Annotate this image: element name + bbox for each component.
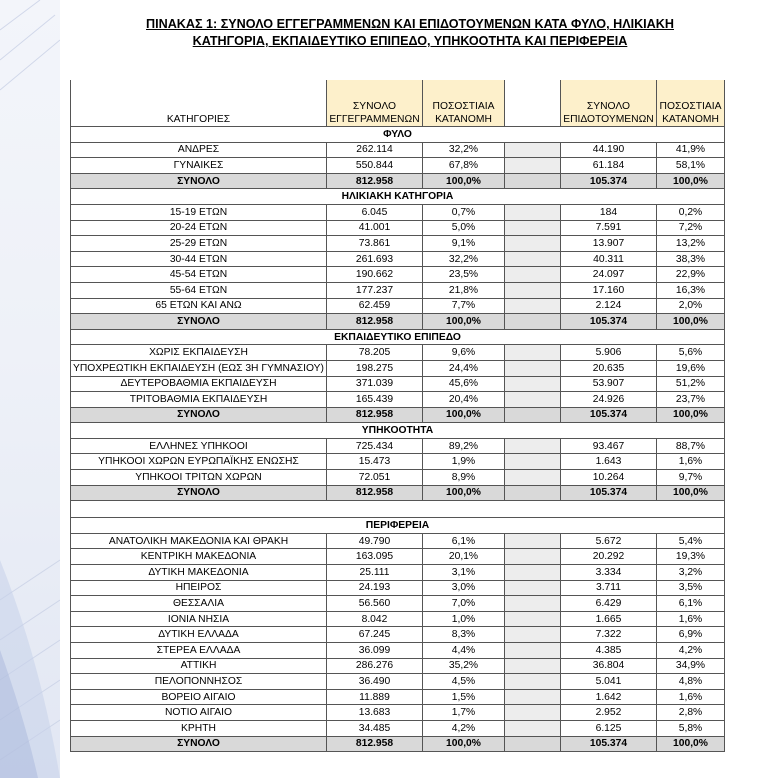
registered-share-cell: 100,0% bbox=[422, 736, 504, 752]
subsidized-count-cell: 44.190 bbox=[560, 142, 656, 158]
subsidized-count-cell: 105.374 bbox=[560, 407, 656, 423]
table-row bbox=[71, 689, 725, 705]
subsidized-share-cell: 2,0% bbox=[656, 298, 724, 314]
subsidized-count-cell: 13.907 bbox=[560, 236, 656, 252]
header-gap bbox=[504, 80, 560, 127]
registered-share-cell: 1,5% bbox=[422, 689, 504, 705]
registered-share-cell: 8,9% bbox=[422, 470, 504, 486]
subsidized-share-cell: 1,6% bbox=[656, 611, 724, 627]
registered-count-cell: 8.042 bbox=[326, 611, 422, 627]
subsidized-count-cell: 24.926 bbox=[560, 392, 656, 408]
category-cell: 15-19 ΕΤΩΝ bbox=[71, 204, 327, 220]
registered-share-cell: 89,2% bbox=[422, 438, 504, 454]
category-cell: ΑΝΑΤΟΛΙΚΗ ΜΑΚΕΔΟΝΙΑ ΚΑΙ ΘΡΑΚΗ bbox=[71, 533, 327, 549]
gap-cell bbox=[504, 173, 560, 189]
gap-cell bbox=[504, 438, 560, 454]
subsidized-share-cell: 100,0% bbox=[656, 736, 724, 752]
subsidized-share-cell: 100,0% bbox=[656, 407, 724, 423]
subsidized-share-cell: 6,1% bbox=[656, 596, 724, 612]
registered-share-cell: 9,1% bbox=[422, 236, 504, 252]
subsidized-share-cell: 100,0% bbox=[656, 314, 724, 330]
table-row bbox=[71, 627, 725, 643]
subsidized-count-cell: 105.374 bbox=[560, 736, 656, 752]
gap-cell bbox=[504, 376, 560, 392]
table-row bbox=[71, 596, 725, 612]
section-title: ΠΕΡΙΦΕΡΕΙΑ bbox=[71, 518, 725, 534]
registered-count-cell: 24.193 bbox=[326, 580, 422, 596]
gap-cell bbox=[504, 251, 560, 267]
table-row bbox=[71, 549, 725, 565]
table-row bbox=[71, 267, 725, 283]
subsidized-count-cell: 1.665 bbox=[560, 611, 656, 627]
header-total-registered: ΣΥΝΟΛΟ ΕΓΓΕΓΡΑΜΜΕΝΩΝ bbox=[326, 80, 422, 127]
gap-cell bbox=[504, 485, 560, 501]
registered-count-cell: 34.485 bbox=[326, 720, 422, 736]
registered-count-cell: 261.693 bbox=[326, 251, 422, 267]
subsidized-count-cell: 93.467 bbox=[560, 438, 656, 454]
category-cell: ΙΟΝΙΑ ΝΗΣΙΑ bbox=[71, 611, 327, 627]
gap-cell bbox=[504, 282, 560, 298]
table-row bbox=[71, 392, 725, 408]
subsidized-share-cell: 22,9% bbox=[656, 267, 724, 283]
category-cell: ΣΥΝΟΛΟ bbox=[71, 736, 327, 752]
registered-count-cell: 812.958 bbox=[326, 485, 422, 501]
registered-share-cell: 100,0% bbox=[422, 485, 504, 501]
category-cell: ΚΕΝΤΡΙΚΗ ΜΑΚΕΔΟΝΙΑ bbox=[71, 549, 327, 565]
category-cell: ΔΕΥΤΕΡΟΒΑΘΜΙΑ ΕΚΠΑΙΔΕΥΣΗ bbox=[71, 376, 327, 392]
table-row bbox=[71, 142, 725, 158]
page-decoration bbox=[0, 0, 60, 778]
category-cell: ΧΩΡΙΣ ΕΚΠΑΙΔΕΥΣΗ bbox=[71, 345, 327, 361]
table-row bbox=[71, 580, 725, 596]
registered-count-cell: 6.045 bbox=[326, 204, 422, 220]
subsidized-count-cell: 10.264 bbox=[560, 470, 656, 486]
registered-share-cell: 1,9% bbox=[422, 454, 504, 470]
registered-share-cell: 8,3% bbox=[422, 627, 504, 643]
header-categories: ΚΑΤΗΓΟΡΙΕΣ bbox=[71, 80, 327, 127]
subsidized-share-cell: 100,0% bbox=[656, 485, 724, 501]
table-row bbox=[71, 282, 725, 298]
registered-share-cell: 23,5% bbox=[422, 267, 504, 283]
section-title: ΕΚΠΑΙΔΕΥΤΙΚΟ ΕΠΙΠΕΔΟ bbox=[71, 329, 725, 345]
registered-count-cell: 67.245 bbox=[326, 627, 422, 643]
subsidized-share-cell: 3,2% bbox=[656, 565, 724, 581]
spacer-cell bbox=[71, 501, 725, 518]
title-line-2: ΚΑΤΗΓΟΡΙΑ, ΕΚΠΑΙΔΕΥΤΙΚΟ ΕΠΙΠΕΔΟ, ΥΠΗΚΟΟΤΗΤΑ ΚΑΙ ΠΕΡΙΦΕΡΕΙΑ bbox=[192, 34, 628, 48]
gap-cell bbox=[504, 360, 560, 376]
subsidized-share-cell: 5,8% bbox=[656, 720, 724, 736]
table-row bbox=[71, 298, 725, 314]
gap-cell bbox=[504, 345, 560, 361]
total-row bbox=[71, 485, 725, 501]
category-cell: ΠΕΛΟΠΟΝΝΗΣΟΣ bbox=[71, 674, 327, 690]
registered-share-cell: 45,6% bbox=[422, 376, 504, 392]
header-share-subsidized: ΠΟΣΟΣΤΙΑΙΑ ΚΑΤΑΝΟΜΗ bbox=[656, 80, 724, 127]
category-cell: ΥΠΗΚΟΟΙ ΤΡΙΤΩΝ ΧΩΡΩΝ bbox=[71, 470, 327, 486]
subsidized-share-cell: 88,7% bbox=[656, 438, 724, 454]
category-cell: ΒΟΡΕΙΟ ΑΙΓΑΙΟ bbox=[71, 689, 327, 705]
registered-share-cell: 1,0% bbox=[422, 611, 504, 627]
table-row bbox=[71, 345, 725, 361]
registered-count-cell: 725.434 bbox=[326, 438, 422, 454]
registered-count-cell: 49.790 bbox=[326, 533, 422, 549]
category-cell: ΔΥΤΙΚΗ ΕΛΛΑΔΑ bbox=[71, 627, 327, 643]
category-cell: 55-64 ΕΤΩΝ bbox=[71, 282, 327, 298]
registered-count-cell: 163.095 bbox=[326, 549, 422, 565]
table-row bbox=[71, 611, 725, 627]
subsidized-count-cell: 3.711 bbox=[560, 580, 656, 596]
registered-count-cell: 286.276 bbox=[326, 658, 422, 674]
registered-count-cell: 41.001 bbox=[326, 220, 422, 236]
subsidized-share-cell: 51,2% bbox=[656, 376, 724, 392]
gap-cell bbox=[504, 314, 560, 330]
registered-count-cell: 78.205 bbox=[326, 345, 422, 361]
registered-share-cell: 67,8% bbox=[422, 158, 504, 174]
subsidized-share-cell: 38,3% bbox=[656, 251, 724, 267]
registered-count-cell: 72.051 bbox=[326, 470, 422, 486]
subsidized-count-cell: 20.635 bbox=[560, 360, 656, 376]
section-header-row bbox=[71, 189, 725, 205]
section-title: ΥΠΗΚΟΟΤΗΤΑ bbox=[71, 423, 725, 439]
section-title: ΗΛΙΚΙΑΚΗ ΚΑΤΗΓΟΡΙΑ bbox=[71, 189, 725, 205]
category-cell: ΣΥΝΟΛΟ bbox=[71, 173, 327, 189]
total-row bbox=[71, 407, 725, 423]
subsidized-count-cell: 40.311 bbox=[560, 251, 656, 267]
registered-share-cell: 20,4% bbox=[422, 392, 504, 408]
section-header-row bbox=[71, 127, 725, 143]
registered-share-cell: 7,0% bbox=[422, 596, 504, 612]
registered-share-cell: 20,1% bbox=[422, 549, 504, 565]
registered-share-cell: 100,0% bbox=[422, 407, 504, 423]
registered-count-cell: 25.111 bbox=[326, 565, 422, 581]
registered-share-cell: 32,2% bbox=[422, 142, 504, 158]
subsidized-count-cell: 5.906 bbox=[560, 345, 656, 361]
registered-share-cell: 35,2% bbox=[422, 658, 504, 674]
subsidized-count-cell: 6.429 bbox=[560, 596, 656, 612]
gap-cell bbox=[504, 658, 560, 674]
registered-share-cell: 0,7% bbox=[422, 204, 504, 220]
section-header-row bbox=[71, 329, 725, 345]
subsidized-count-cell: 1.642 bbox=[560, 689, 656, 705]
category-cell: 25-29 ΕΤΩΝ bbox=[71, 236, 327, 252]
category-cell: ΔΥΤΙΚΗ ΜΑΚΕΔΟΝΙΑ bbox=[71, 565, 327, 581]
category-cell: ΣΥΝΟΛΟ bbox=[71, 485, 327, 501]
gap-cell bbox=[504, 236, 560, 252]
subsidized-share-cell: 6,9% bbox=[656, 627, 724, 643]
category-cell: 30-44 ΕΤΩΝ bbox=[71, 251, 327, 267]
registered-share-cell: 4,2% bbox=[422, 720, 504, 736]
table-title bbox=[60, 16, 760, 50]
registered-count-cell: 371.039 bbox=[326, 376, 422, 392]
gap-cell bbox=[504, 549, 560, 565]
registered-count-cell: 73.861 bbox=[326, 236, 422, 252]
subsidized-count-cell: 20.292 bbox=[560, 549, 656, 565]
registered-count-cell: 62.459 bbox=[326, 298, 422, 314]
registered-count-cell: 11.889 bbox=[326, 689, 422, 705]
registered-share-cell: 4,4% bbox=[422, 643, 504, 659]
category-cell: ΚΡΗΤΗ bbox=[71, 720, 327, 736]
subsidized-share-cell: 5,6% bbox=[656, 345, 724, 361]
table-row bbox=[71, 438, 725, 454]
registered-count-cell: 262.114 bbox=[326, 142, 422, 158]
subsidized-count-cell: 5.672 bbox=[560, 533, 656, 549]
subsidized-share-cell: 3,5% bbox=[656, 580, 724, 596]
table-row bbox=[71, 454, 725, 470]
table-row bbox=[71, 533, 725, 549]
spacer-row bbox=[71, 501, 725, 518]
data-table bbox=[70, 80, 725, 752]
gap-cell bbox=[504, 298, 560, 314]
subsidized-share-cell: 4,8% bbox=[656, 674, 724, 690]
section-title: ΦΥΛΟ bbox=[71, 127, 725, 143]
registered-share-cell: 100,0% bbox=[422, 173, 504, 189]
total-row bbox=[71, 314, 725, 330]
gap-cell bbox=[504, 720, 560, 736]
registered-share-cell: 1,7% bbox=[422, 705, 504, 721]
subsidized-share-cell: 7,2% bbox=[656, 220, 724, 236]
registered-count-cell: 812.958 bbox=[326, 407, 422, 423]
table-row bbox=[71, 251, 725, 267]
table-row bbox=[71, 658, 725, 674]
subsidized-share-cell: 13,2% bbox=[656, 236, 724, 252]
gap-cell bbox=[504, 407, 560, 423]
category-cell: 20-24 ΕΤΩΝ bbox=[71, 220, 327, 236]
gap-cell bbox=[504, 533, 560, 549]
registered-count-cell: 550.844 bbox=[326, 158, 422, 174]
table-row bbox=[71, 470, 725, 486]
registered-count-cell: 56.560 bbox=[326, 596, 422, 612]
registered-share-cell: 9,6% bbox=[422, 345, 504, 361]
title-line-1: ΠΙΝΑΚΑΣ 1: ΣΥΝΟΛΟ ΕΓΓΕΓΡΑΜΜΕΝΩΝ ΚΑΙ ΕΠΙΔΟΤΟΥΜΕΝΩΝ ΚΑΤΑ ΦΥΛΟ, ΗΛΙΚΙΑΚΗ bbox=[146, 17, 674, 31]
subsidized-share-cell: 58,1% bbox=[656, 158, 724, 174]
header-share-registered: ΠΟΣΟΣΤΙΑΙΑ ΚΑΤΑΝΟΜΗ bbox=[422, 80, 504, 127]
gap-cell bbox=[504, 674, 560, 690]
category-cell: ΤΡΙΤΟΒΑΘΜΙΑ ΕΚΠΑΙΔΕΥΣΗ bbox=[71, 392, 327, 408]
subsidized-count-cell: 105.374 bbox=[560, 173, 656, 189]
subsidized-count-cell: 3.334 bbox=[560, 565, 656, 581]
subsidized-share-cell: 2,8% bbox=[656, 705, 724, 721]
category-cell: ΝΟΤΙΟ ΑΙΓΑΙΟ bbox=[71, 705, 327, 721]
subsidized-share-cell: 0,2% bbox=[656, 204, 724, 220]
subsidized-count-cell: 24.097 bbox=[560, 267, 656, 283]
registered-share-cell: 5,0% bbox=[422, 220, 504, 236]
registered-share-cell: 32,2% bbox=[422, 251, 504, 267]
category-cell: ΗΠΕΙΡΟΣ bbox=[71, 580, 327, 596]
registered-count-cell: 812.958 bbox=[326, 736, 422, 752]
subsidized-share-cell: 5,4% bbox=[656, 533, 724, 549]
table-row bbox=[71, 236, 725, 252]
header-total-subsidized: ΣΥΝΟΛΟ ΕΠΙΔΟΤΟΥΜΕΝΩΝ bbox=[560, 80, 656, 127]
subsidized-count-cell: 61.184 bbox=[560, 158, 656, 174]
table-header-row bbox=[71, 80, 725, 127]
subsidized-count-cell: 7.591 bbox=[560, 220, 656, 236]
category-cell: ΣΤΕΡΕΑ ΕΛΛΑΔΑ bbox=[71, 643, 327, 659]
registered-share-cell: 24,4% bbox=[422, 360, 504, 376]
registered-count-cell: 177.237 bbox=[326, 282, 422, 298]
registered-count-cell: 198.275 bbox=[326, 360, 422, 376]
category-cell: ΣΥΝΟΛΟ bbox=[71, 407, 327, 423]
gap-cell bbox=[504, 689, 560, 705]
registered-share-cell: 3,0% bbox=[422, 580, 504, 596]
subsidized-count-cell: 105.374 bbox=[560, 314, 656, 330]
gap-cell bbox=[504, 392, 560, 408]
gap-cell bbox=[504, 267, 560, 283]
gap-cell bbox=[504, 204, 560, 220]
gap-cell bbox=[504, 142, 560, 158]
subsidized-count-cell: 184 bbox=[560, 204, 656, 220]
gap-cell bbox=[504, 736, 560, 752]
gap-cell bbox=[504, 565, 560, 581]
subsidized-count-cell: 53.907 bbox=[560, 376, 656, 392]
category-cell: ΓΥΝΑΙΚΕΣ bbox=[71, 158, 327, 174]
category-cell: ΑΝΔΡΕΣ bbox=[71, 142, 327, 158]
registered-count-cell: 812.958 bbox=[326, 173, 422, 189]
subsidized-share-cell: 1,6% bbox=[656, 454, 724, 470]
registered-share-cell: 3,1% bbox=[422, 565, 504, 581]
table-row bbox=[71, 220, 725, 236]
subsidized-count-cell: 2.952 bbox=[560, 705, 656, 721]
table-row bbox=[71, 705, 725, 721]
table-row bbox=[71, 376, 725, 392]
subsidized-share-cell: 23,7% bbox=[656, 392, 724, 408]
section-header-row bbox=[71, 423, 725, 439]
subsidized-count-cell: 5.041 bbox=[560, 674, 656, 690]
registered-count-cell: 13.683 bbox=[326, 705, 422, 721]
subsidized-share-cell: 19,6% bbox=[656, 360, 724, 376]
category-cell: ΕΛΛΗΝΕΣ ΥΠΗΚΟΟΙ bbox=[71, 438, 327, 454]
table-row bbox=[71, 720, 725, 736]
category-cell: ΣΥΝΟΛΟ bbox=[71, 314, 327, 330]
subsidized-count-cell: 105.374 bbox=[560, 485, 656, 501]
subsidized-share-cell: 41,9% bbox=[656, 142, 724, 158]
registered-count-cell: 190.662 bbox=[326, 267, 422, 283]
registered-share-cell: 6,1% bbox=[422, 533, 504, 549]
category-cell: ΘΕΣΣΑΛΙΑ bbox=[71, 596, 327, 612]
table-row bbox=[71, 360, 725, 376]
subsidized-count-cell: 17.160 bbox=[560, 282, 656, 298]
category-cell: ΥΠΟΧΡΕΩΤΙΚΗ ΕΚΠΑΙΔΕΥΣΗ (ΕΩΣ 3Η ΓΥΜΝΑΣΙΟΥ) bbox=[71, 360, 327, 376]
subsidized-share-cell: 34,9% bbox=[656, 658, 724, 674]
gap-cell bbox=[504, 627, 560, 643]
gap-cell bbox=[504, 220, 560, 236]
registered-count-cell: 15.473 bbox=[326, 454, 422, 470]
category-cell: ΑΤΤΙΚΗ bbox=[71, 658, 327, 674]
gap-cell bbox=[504, 705, 560, 721]
registered-share-cell: 21,8% bbox=[422, 282, 504, 298]
registered-share-cell: 4,5% bbox=[422, 674, 504, 690]
gap-cell bbox=[504, 596, 560, 612]
subsidized-count-cell: 1.643 bbox=[560, 454, 656, 470]
subsidized-share-cell: 1,6% bbox=[656, 689, 724, 705]
total-row bbox=[71, 736, 725, 752]
registered-count-cell: 36.490 bbox=[326, 674, 422, 690]
subsidized-share-cell: 4,2% bbox=[656, 643, 724, 659]
registered-share-cell: 7,7% bbox=[422, 298, 504, 314]
table-row bbox=[71, 643, 725, 659]
table-row bbox=[71, 674, 725, 690]
registered-count-cell: 165.439 bbox=[326, 392, 422, 408]
subsidized-share-cell: 19,3% bbox=[656, 549, 724, 565]
subsidized-count-cell: 2.124 bbox=[560, 298, 656, 314]
category-cell: 45-54 ΕΤΩΝ bbox=[71, 267, 327, 283]
table-row bbox=[71, 565, 725, 581]
category-cell: 65 ΕΤΩΝ ΚΑΙ ΑΝΩ bbox=[71, 298, 327, 314]
gap-cell bbox=[504, 611, 560, 627]
total-row bbox=[71, 173, 725, 189]
gap-cell bbox=[504, 470, 560, 486]
subsidized-count-cell: 4.385 bbox=[560, 643, 656, 659]
table-row bbox=[71, 158, 725, 174]
gap-cell bbox=[504, 158, 560, 174]
gap-cell bbox=[504, 643, 560, 659]
table-row bbox=[71, 204, 725, 220]
subsidized-count-cell: 7.322 bbox=[560, 627, 656, 643]
subsidized-count-cell: 6.125 bbox=[560, 720, 656, 736]
subsidized-share-cell: 16,3% bbox=[656, 282, 724, 298]
registered-count-cell: 812.958 bbox=[326, 314, 422, 330]
subsidized-share-cell: 100,0% bbox=[656, 173, 724, 189]
gap-cell bbox=[504, 454, 560, 470]
section-header-row bbox=[71, 518, 725, 534]
gap-cell bbox=[504, 580, 560, 596]
registered-count-cell: 36.099 bbox=[326, 643, 422, 659]
category-cell: ΥΠΗΚΟΟΙ ΧΩΡΩΝ ΕΥΡΩΠΑΪΚΗΣ ΕΝΩΣΗΣ bbox=[71, 454, 327, 470]
subsidized-count-cell: 36.804 bbox=[560, 658, 656, 674]
subsidized-share-cell: 9,7% bbox=[656, 470, 724, 486]
registered-share-cell: 100,0% bbox=[422, 314, 504, 330]
